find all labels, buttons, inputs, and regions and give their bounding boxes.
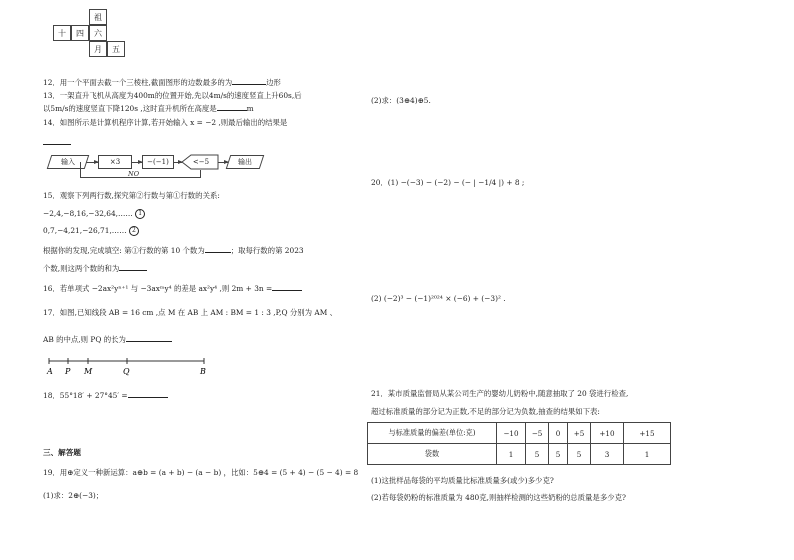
table-cell: 3 xyxy=(591,444,624,465)
net-cell: 四 xyxy=(71,25,89,41)
flow-input xyxy=(49,155,87,169)
sequence-row: −2,4,−8,16,−32,64,…… xyxy=(43,209,133,218)
question-18-text: 18．55°18′ + 27°45′ = xyxy=(43,391,128,400)
question-15-row1 xyxy=(43,209,145,219)
question-20-part1: 20．(1) −(−3) − (−2) − (− | −1/4 |) + 8 ; xyxy=(371,178,525,187)
answer-blank xyxy=(232,76,266,85)
table-cell: −5 xyxy=(526,423,549,444)
flow-output-label: 输出 xyxy=(238,158,252,166)
question-12-text: 12．用一个平面去截一个三棱柱,截面图形的边数最多的为 xyxy=(43,78,233,87)
table-cell: 袋数 xyxy=(368,444,497,465)
question-18 xyxy=(43,389,168,401)
segment-figure xyxy=(44,355,214,377)
flow-loop-line xyxy=(200,170,201,178)
question-15-text-b: ；取每行数的第 2023 xyxy=(230,246,304,255)
question-16 xyxy=(43,282,302,294)
flow-input-label: 输入 xyxy=(61,158,75,166)
table-cell: 1 xyxy=(624,444,671,465)
point-label-b: B xyxy=(200,367,206,376)
question-17-text: AB 的中点,则 PQ 的长为 xyxy=(43,335,126,344)
flow-no-label: NO xyxy=(128,170,140,178)
point-label-q: Q xyxy=(123,367,130,376)
table-cell: 与标准质量的偏差(单位:克) xyxy=(368,423,497,444)
question-21-line1: 21．某市质量监督局从某公司生产的婴幼儿奶粉中,随意抽取了 20 袋进行检查, xyxy=(371,389,629,398)
deviation-table xyxy=(367,422,671,465)
answer-blank xyxy=(217,102,247,111)
question-17-line1: 17．如图,已知线段 AB = 16 cm ,点 M 在 AB 上 AM : BM = 1 : 3 ,P,Q 分别为 AM 、 xyxy=(43,308,338,317)
flow-times3: ×3 xyxy=(98,155,132,169)
question-21-part2: (2)若每袋奶粉的标准质量为 480克,则抽样检测的这些奶粉的总质量是多少克? xyxy=(371,493,626,502)
table-cell: 5 xyxy=(549,444,568,465)
question-21-part1: (1)这批样品每袋的平均质量比标准质量多(或少)多少克? xyxy=(371,476,554,485)
row-marker: 2 xyxy=(129,226,139,236)
net-cell: 十 xyxy=(53,25,71,41)
question-14-text: 14．如图所示是计算机程序计算,若开始输入 x = −2 ,则最后输出的结果是 xyxy=(43,118,288,127)
answer-blank xyxy=(128,389,168,398)
table-cell: −10 xyxy=(497,423,526,444)
question-15-text-c: 个数,则这两个数的和为 xyxy=(43,264,120,273)
question-13-line2 xyxy=(43,102,254,114)
table-cell: 5 xyxy=(568,444,591,465)
question-15-line4 xyxy=(43,262,147,274)
question-19-part2: (2)求：(3⊕4)⊕5. xyxy=(371,96,431,105)
question-21-line2: 超过标准质量的部分记为正数,不足的部分记为负数,抽查的结果如下表: xyxy=(371,407,600,416)
answer-blank xyxy=(43,138,71,145)
point-label-p: P xyxy=(65,367,71,376)
answer-blank xyxy=(126,333,172,342)
net-cell: 六 xyxy=(89,25,107,41)
answer-blank xyxy=(119,262,147,271)
question-15-row2 xyxy=(43,226,139,236)
answer-blank xyxy=(205,244,231,253)
sequence-row: 0,7,−4,21,−26,71,…… xyxy=(43,226,127,235)
flow-loop-line xyxy=(80,162,81,177)
question-19-part1: (1)求：2⊕(−3)； xyxy=(43,491,104,500)
point-label-a: A xyxy=(47,367,53,376)
flow-loop-line xyxy=(80,177,200,178)
question-13-line1: 13．一架直升飞机从高度为400m的位置开始,先以4m/s的速度竖直上升60s,后 xyxy=(43,91,302,100)
question-20-part2: (2) (−2)³ − (−1)²⁰²⁴ × (−6) + (−3)² . xyxy=(371,294,506,303)
question-19-line1: 19．用⊕定义一种新运算：a⊕b = (a + b) − (a − b) ，比如：5⊕4 = (5 + 4) − (5 − 4) = 8 xyxy=(43,468,359,477)
section-heading: 三、解答题 xyxy=(43,448,81,457)
point-label-m: M xyxy=(84,367,93,376)
question-12-tail: 边形 xyxy=(266,78,281,87)
table-cell: 5 xyxy=(526,444,549,465)
question-17-line2 xyxy=(43,333,172,345)
flow-output xyxy=(228,155,262,169)
question-15-line3 xyxy=(43,244,304,256)
table-cell: +5 xyxy=(568,423,591,444)
net-cell-top: 祖 xyxy=(89,9,107,25)
table-cell: 1 xyxy=(497,444,526,465)
net-cell: 五 xyxy=(107,41,125,57)
question-12 xyxy=(43,76,281,88)
table-row xyxy=(368,444,671,465)
question-15-text: 根据你的发现,完成填空: 第①行数的第 10 个数为 xyxy=(43,246,205,255)
row-marker: 1 xyxy=(135,209,145,219)
table-row xyxy=(368,423,671,444)
net-cell: 月 xyxy=(89,41,107,57)
answer-blank xyxy=(272,282,302,291)
flow-arrow xyxy=(132,162,142,163)
question-15-line1: 15．观察下列两行数,探究第②行数与第①行数的关系: xyxy=(43,191,220,200)
flow-compare: <−5 xyxy=(192,158,210,166)
table-cell: +15 xyxy=(624,423,671,444)
question-13-unit: m xyxy=(246,104,254,113)
question-16-text: 16．若单项式 −2ax²yⁿ⁺¹ 与 −3axᵐy⁴ 的差是 ax²y⁴ ,则 2m + 3n = xyxy=(43,284,273,293)
table-cell: 0 xyxy=(549,423,568,444)
flow-arrow xyxy=(86,162,98,163)
flow-minus: −(−1) xyxy=(142,155,174,169)
question-13-text: 以5m/s的速度竖直下降120s ,这时直升机所在高度是 xyxy=(43,104,217,113)
table-cell: +10 xyxy=(591,423,624,444)
